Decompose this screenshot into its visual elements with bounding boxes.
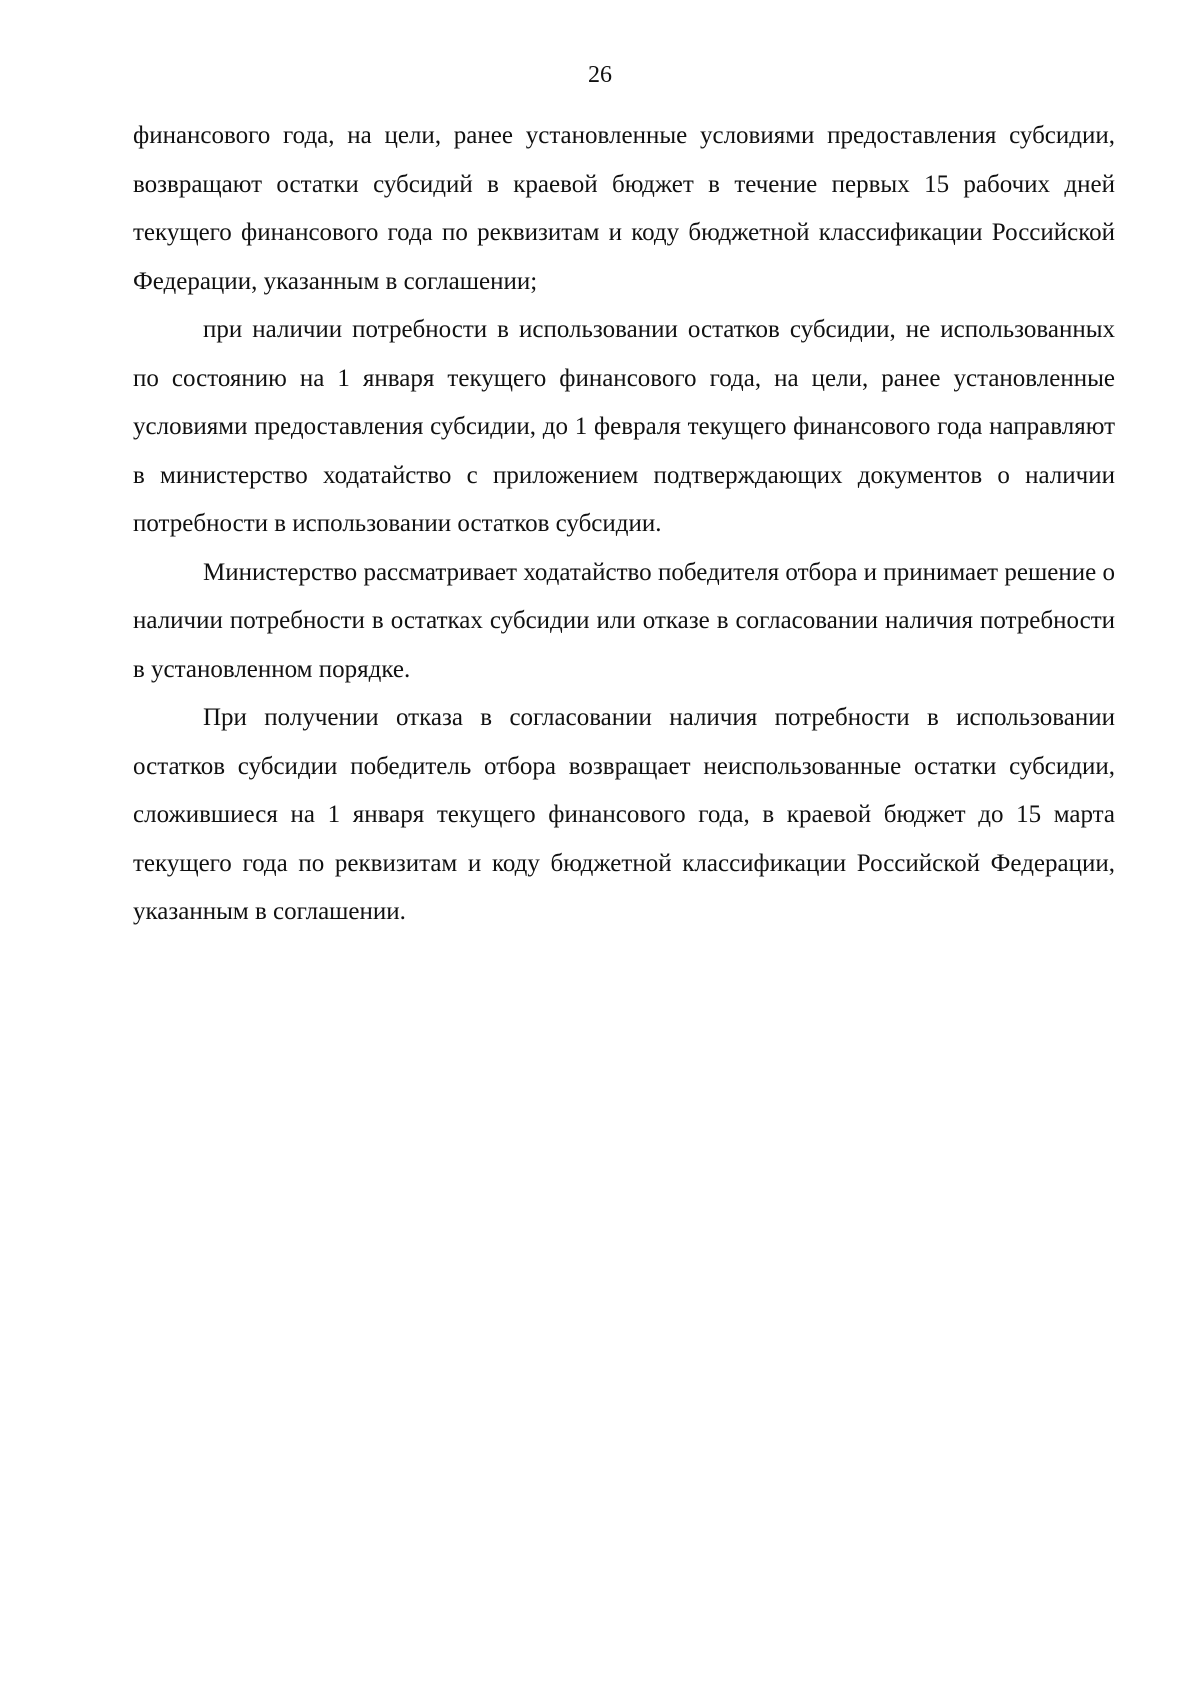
paragraph-ministry-review: Министерство рассматривает ходатайство победителя отбора и принимает решение о наличии потребности в остатках субсидии или отказе в согласовании наличия потребности в установленном порядке. bbox=[133, 558, 1115, 683]
document-body bbox=[133, 112, 1115, 937]
paragraph-continuation: финансового года, на цели, ранее установленные условиями предоставления субсидии, возвращают остатки субсидий в краевой бюджет в течение первых 15 рабочих дней текущего финансового года по реквизитам и коду бюджетной классификации Российской Федерации, указанным в соглашении; bbox=[133, 122, 1115, 295]
paragraph-remaining-need: при наличии потребности в использовании остатков субсидии, не использованных по состоянию на 1 января текущего финансового года, на цели, ранее установленные условиями предоставления субсидии, до 1 февраля текущего финансового года направляют в министерство ходатайство с приложением подтверждающих документов о наличии потребности в использовании остатков субсидии. bbox=[133, 316, 1115, 537]
paragraph-refusal-return: При получении отказа в согласовании наличия потребности в использовании остатков субсидии победитель отбора возвращает неиспользованные остатки субсидии, сложившиеся на 1 января текущего финансового года, в краевой бюджет до 15 марта текущего года по реквизитам и коду бюджетной классификации Российской Федерации, указанным в соглашении. bbox=[133, 704, 1115, 925]
page-number: 26 bbox=[588, 62, 612, 88]
